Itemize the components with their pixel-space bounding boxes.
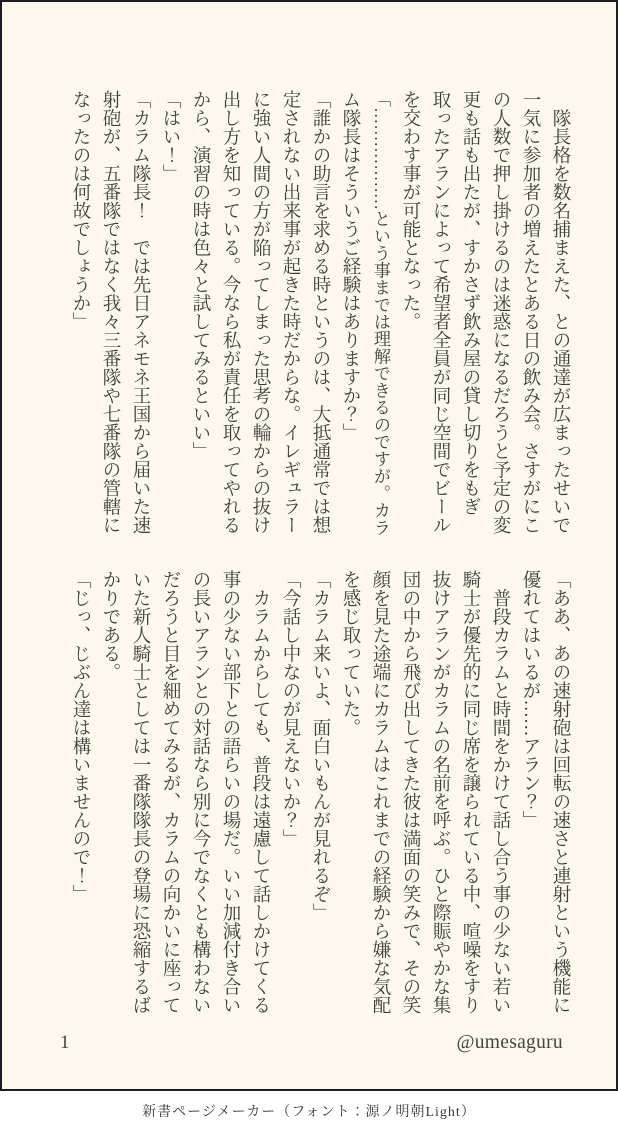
text-line: 定されない出来事が起きた時だからな。イレギュラー [280,90,300,534]
text-line: 普段カラムと時間をかけて話し合う事の少ない若い [490,570,510,1014]
text-line: 射砲が、五番隊ではなく我々三番隊や七番隊の管轄に [100,90,120,534]
text-line: 「………………という事までは理解できるのですが。カラ [371,90,390,536]
text-line: から、演習の時は色々と試してみるといい」 [190,90,210,460]
text-line: かりである。 [100,570,120,681]
text-line: 「今話し中なのが見えないか？」 [280,570,300,848]
text-line: 「カラム隊長！ では先日アネモネ王国から届いた速 [130,90,150,534]
text-line: 「じっ、じぶん達は構いませんので！」 [70,570,90,903]
text-line: 「誰かの助言を求める時というのは、大抵通常では想 [310,90,330,534]
page-number: 1 [60,1032,70,1053]
text-block-top [65,90,575,536]
text-line: 優れてはいるが……アラン？」 [520,570,540,829]
page-footer [60,1032,563,1058]
text-line: 一気に参加者の増えたとある日の飲み会。さすがにこ [520,90,540,534]
text-line: の長いアランとの対話なら別に今でなくとも構わない [190,570,210,1014]
text-line: 事の少ない部下との語らいの場だ。いい加減付き合い [220,570,240,1014]
text-line: 隊長格を数名捕まえた、との通達が広まったせいで [550,90,570,534]
text-line: を感じ取っていた。 [340,570,360,737]
text-line: 取ったアランによって希望者全員が同じ空間でビール [430,90,450,534]
text-line: だろうと目を細めてみるが、カラムの向かいに座って [160,570,180,1014]
text-line: いた新人騎士としては一番隊隊長の登場に恐縮するば [130,570,150,1014]
text-line: 騎士が優先的に同じ席を譲られている中、喧噪をすり [460,570,480,1014]
text-block-bottom [65,570,575,1016]
text-line: カラムからしても、普段は遠慮して話しかけてくる [250,570,270,1014]
text-line: 団の中から飛び出してきた彼は満面の笑みで、その笑 [400,570,420,1014]
text-line: に強い人間の方が陥ってしまった思考の輪からの抜け [250,90,270,534]
text-line: 「カラム来いよ、面白いもんが見れるぞ」 [310,570,330,922]
text-line: 顔を見た途端にカラムはこれまでの経験から嫌な気配 [370,570,390,1014]
text-line: 「はい！」 [160,90,180,183]
text-line: なったのは何故でしょうか」 [70,90,90,331]
generator-caption: 新書ページメーカー（フォント：源ノ明朝Light） [142,1105,476,1120]
text-line: 抜けアランがカラムの名前を呼ぶ。ひと際賑やかな集 [430,570,450,1014]
author-handle: @umesaguru [456,1032,563,1053]
text-line: 「ああ、あの速射砲は回転の速さと連射という機能に [550,570,570,1014]
text-line: 更も話も出たが、すかさず飲み屋の貸し切りをもぎ [460,90,480,516]
text-line: を交わす事が可能となった。 [400,90,420,331]
text-line: の人数で押し掛けるのは迷惑になるだろうと予定の変 [490,90,510,534]
text-line: ム隊長はそういうご経験はありますか？」 [340,90,360,442]
text-line: 出し方を知っている。今なら私が責任を取ってやれる [220,90,240,534]
